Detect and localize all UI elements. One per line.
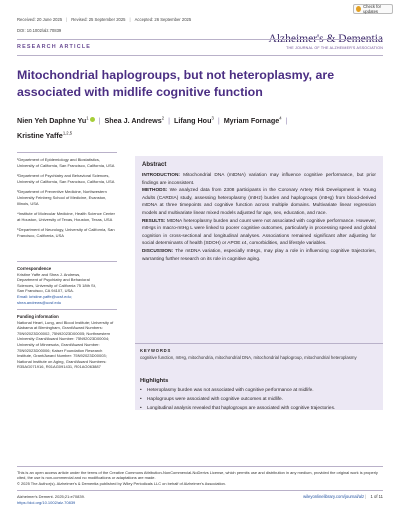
author[interactable]: Kristine Yaffe$^{1,2,5}$ xyxy=(17,130,73,141)
affiliation: ⁵Department of Neurology, University of California, San Francisco, California, USA xyxy=(17,227,115,238)
correspondence-line: San Francisco, CA 94107, USA. xyxy=(17,288,74,294)
footer-citation xyxy=(17,494,85,505)
journal-website-link[interactable]: wileyonlinelibrary.com/journal/alz xyxy=(303,494,365,499)
abstract-heading: Abstract xyxy=(142,162,167,168)
received-date: Received: 20 June 2025 xyxy=(17,17,63,22)
keywords-divider xyxy=(135,343,383,344)
correspondence-line: Sciences, University of California 75 18th St, xyxy=(17,282,96,288)
funding-heading: Funding information xyxy=(17,314,59,319)
journal-logo xyxy=(256,33,383,50)
correspondence-heading: Correspondence xyxy=(17,266,52,271)
orcid-icon[interactable] xyxy=(90,117,95,122)
keywords-list: cognitive function, mtHg, mitochondria, mitochondrial DNA, mitochondrial haplogroup, mitochondrial heteroplasmy xyxy=(140,355,357,360)
author[interactable]: Lifang Hou$^3$ xyxy=(173,116,214,126)
copyright-text: © 2025 The Author(s). Alzheimer's & Dementia published by Wiley Periodicals LLC on behalf of Alzheimer's Association. xyxy=(17,480,226,486)
license-notice xyxy=(17,470,383,486)
abstract-results: RESULTS: MtDNA heteroplasmy burden and count were not associated with cognitive performance. However, mtHgs in macro-mtHg L were linked to poorer cognitive outcomes, particularly in processing speed and global cognition in cross-sectional and longitudinal analyses. Associations remained significant after adjusting for social determinants of health (SDOH) or APOE ε4, comorbidities, and lifestyle variables. xyxy=(142,218,376,247)
highlights-list xyxy=(140,387,380,415)
highlights-heading: Highlights xyxy=(140,378,169,384)
doi[interactable]: DOI: 10.1002/alz.70839 xyxy=(17,28,62,33)
article-type: RESEARCH ARTICLE xyxy=(17,44,92,50)
abstract-discussion: DISCUSSION: The mtDNA variation, especially mtHgs, may play a role in influencing cognitive trajectories, warranting further research on its role in cognitive aging. xyxy=(142,248,376,262)
check-for-updates-button[interactable] xyxy=(353,4,393,14)
funding-divider xyxy=(17,309,117,310)
affiliation: ⁴Institute of Molecular Medicine, Health Science Center at Houston, University of Texas, Houston, Texas, USA xyxy=(17,211,115,222)
journal-name: Alzheimer's & Dementia xyxy=(268,33,383,45)
affiliation: ³Department of Preventive Medicine, Northwestern University Feinberg School of Medicine, Evanston, Illinois, USA xyxy=(17,189,107,206)
highlight-item: • Longitudinal analysis revealed that haplogroups are associated with cognitive trajectories. xyxy=(140,405,380,412)
keywords-heading: KEYWORDS xyxy=(140,348,172,353)
journal-subtitle: THE JOURNAL OF THE ALZHEIMER'S ASSOCIATION xyxy=(286,46,383,50)
update-icon xyxy=(356,6,361,12)
highlight-item: • Haplogroups were associated with cognitive outcomes at midlife. xyxy=(140,396,380,403)
accepted-date: Accepted: 26 September 2025 xyxy=(134,17,192,22)
article-title: Mitochondrial haplogroups, but not heteroplasmy, are associated with midlife cognitive function xyxy=(17,68,335,99)
doi-link[interactable]: https://doi.org/10.1002/alz.70839 xyxy=(17,499,76,505)
affiliations-divider xyxy=(17,152,117,153)
author[interactable]: Myriam Fornage$^4$ xyxy=(223,116,282,126)
check-for-updates-label: Check for updates xyxy=(363,4,382,14)
license-divider xyxy=(17,466,383,467)
footer-right: wileyonlinelibrary.com/journal/alz | 1 of 11 xyxy=(303,494,383,499)
page-number: 1 of 11 xyxy=(370,494,383,499)
footer-divider xyxy=(17,490,383,491)
correspondence-email[interactable]: Email: kristine.yaffe@ucsf.edu; xyxy=(17,293,72,299)
header-divider xyxy=(17,39,383,40)
license-text: This is an open access article under the terms of the Creative Commons Attribution-NonCommercial-NoDerivs License, which permits use and distribution in any medium, provided the original work is properly cited, the use is non-commercial and no modifications or adaptations are made. xyxy=(17,470,378,481)
correspondence xyxy=(17,266,117,305)
highlight-item: • Heteroplasmy burden was not associated with cognitive performance at midlife. xyxy=(140,387,380,394)
correspondence-line: Department of Psychiatry and Behavioral xyxy=(17,277,90,283)
citation-text: Alzheimer's Dement. 2025;21:e70839. xyxy=(17,494,85,499)
affiliation: ²Department of Psychiatry and Behavioral Sciences, University of California, San Francisco, California, USA xyxy=(17,173,115,184)
correspondence-email[interactable]: shea.andrews@ucsf.edu xyxy=(17,299,62,305)
funding-text: National Heart, Lung, and Blood Institute; University of Alabama at Birmingham, Grant/Award Numbers: 75N92023D00002, 75N92023D00005; Northwestern University Grant/Award Number: 75N92023D00004; University of Minnesota, Grant/Award Number: 75N92023D00006; Kaiser Foundation Research Institute, Grant/Award Number: 75N92023D00003; National Institute on Aging, Grant/Award Numbers: R35AG071916, R01AG091431, R01AG063887 xyxy=(17,319,114,370)
abstract-box xyxy=(135,156,383,410)
funding xyxy=(17,314,117,370)
affiliations xyxy=(17,157,117,244)
title-divider xyxy=(17,55,383,56)
abstract-introduction: INTRODUCTION: Mitochondrial DNA (mtDNA) variation may influence cognitive performance, but prior findings are inconsistent. xyxy=(142,173,376,186)
author-list: Nien Yeh Daphne Yu$^1$ | Shea J. Andrews$^2$ | Lifang Hou$^3$ | Myriam Fornage$^4$ | Kristine Yaffe$^{1,2,5}$ xyxy=(17,116,288,141)
abstract-methods: METHODS: We analyzed data from 2308 participants in the Coronary Artery Risk Development in Young Adults (CARDIA) study, assessing heteroplasmy (mtHz) burden and haplogroups (mtHg) from blood-derived mtDNA at three timepoints and cognitive function across multiple domains. Multivariate linear regression models and multivariate linear mixed models adjusted for age, sex, education, and race. xyxy=(142,188,376,216)
article-dates: Received: 20 June 2025 | Revised: 25 September 2025 | Accepted: 26 September 2025 xyxy=(17,17,192,22)
affiliation: ¹Department of Epidemiology and Biostatistics, University of California, San Francisco, California, USA xyxy=(17,157,115,168)
correspondence-divider xyxy=(17,261,117,262)
author[interactable]: Shea J. Andrews$^2$ xyxy=(104,116,165,126)
author[interactable]: Nien Yeh Daphne Yu$^1$ xyxy=(17,116,95,125)
correspondence-line: Kristine Yaffe and Shea J. Andrews, xyxy=(17,271,81,277)
revised-date: Revised: 25 September 2025 xyxy=(71,17,126,22)
